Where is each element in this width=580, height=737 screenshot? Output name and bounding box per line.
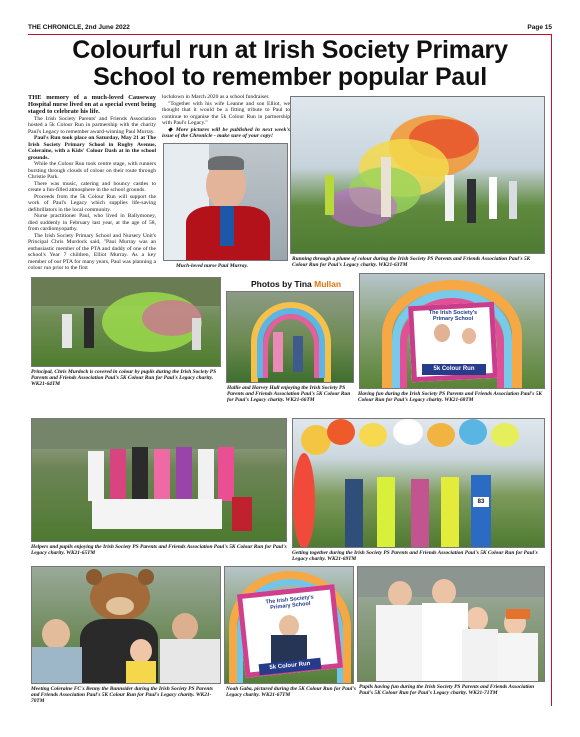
hallie-harvey-photo [226,291,354,383]
helpers-photo [31,418,287,542]
article-note: ◆ More pictures will be published in next week's issue of the Chronicle - make sure of your copy! [162,126,290,139]
headline-line-1: Colourful run at Irish Society Primary [72,36,508,64]
article-paragraph: Paul's Run took place on Saturday, May 21 at The Irish Society Primary School in Rugby Avenue, Coleraine, with a Kids' Colour Dash at in the school grounds. [28,135,156,161]
article-paragraph: There was music, catering and bouncy castles to create a fun-filled atmosphere in the school grounds. [28,180,156,194]
article-paragraph: "Together with his wife Leanne and son Elliot, we thought that it would be a fitting tribute to Paul to continue to organise the 5k Colour Run in partnership with Paul's Legacy." [162,100,290,126]
colour-plume-photo [290,96,545,254]
article-paragraph: Nurse practitioner Paul, who lived in Ballymoney, died suddenly in February last year, at the age of 58, from cardiomyopathy. [28,213,156,233]
hallie-harvey-caption: Hallie and Harvey Hull enjoying the Irish Society PS Parents and Friends Association Paul's 5K Colour Run for Paul's Legacy charity. WK21-66TM [227,385,351,404]
noah-caption: Noah Gaba, pictured during the 5K Colour Run for Paul's Legacy charity. WK21-67TM [226,686,357,699]
together-caption: Getting together during the Irish Society PS Parents and Friends Association Paul's 5K Colour Run for Paul's Legacy charity. WK21-69TM [292,550,538,563]
noah-sign-banner: 5k Colour Run [259,658,322,675]
photo-credit [226,279,366,289]
header-rule [28,34,552,35]
article-paragraph: While the Colour Run took centre stage, with runners bursting through clouds of colour on their route through Christie Park. [28,161,156,181]
article-column-1 [28,94,156,272]
arch-sign-title: The Irish Society's Primary School [428,310,478,322]
pupils-photo [357,566,545,682]
colour-plume-caption: Running through a plume of colour during the Irish Society PS Parents and Friends Association Paul's 5K Colour Run for Paul's Legacy charity. WK21-63TM [292,256,531,269]
noah-sign-title: The Irish Society's Primary School [265,594,315,612]
portrait-caption: Much-loved nurse Paul Murray. [176,263,248,269]
article-paragraph: The Irish Society Parents' and Friends Association hosted a 5k Colour Run in partnership with the charity Paul's Legacy to remember award-winning Paul Murray. [28,115,156,135]
page-header [28,24,552,34]
article-lead: THE memory of a much-loved Causeway Hospital nurse lived on at a special event being staged to celebrate his life. [28,94,156,116]
headline [28,37,552,91]
article-paragraph: The Irish Society Primary School and Nursery Unit's Principal Chris Murdock said, "Paul Murray was an enthusiastic member of the PTA and daddy of one of the school's Year 7 children, Elliot Murray. As a key member of our PTA for many years, Paul was planning a colour run prior to the first [28,232,156,272]
headline-line-2: School to remember popular Paul [93,63,487,91]
helpers-caption: Helpers and pupils enjoying the Irish Society PS Parents and Friends Association Paul's 5K Colour Run for Paul's Legacy charity. WK21-65TM [31,544,287,557]
photo-credit-prefix: Photos by Tina [250,279,315,289]
together-photo [292,418,545,548]
page-number: Page 15 [527,24,552,31]
principal-caption: Principal, Chris Murdock is covered in colour by pupils during the Irish Society PS Parents and Friends Association Paul's 5K Colour Run for Paul's Legacy charity. WK21-64TM [31,369,217,388]
page-border-rule [551,34,552,706]
portrait-photo [163,143,288,261]
bear-mascot-caption: Meeting Coleraine FC's Benny the Bannsider during the Irish Society PS Parents and Friends Association Paul's 5K Colour Run for Paul's Legacy charity. WK21-70TM [31,686,213,705]
article-column-2 [162,94,290,140]
publication-name: THE CHRONICLE, 2nd June 2022 [28,24,130,31]
principal-photo [31,277,221,367]
article-paragraph: Proceeds from the 5k Colour Run will support the work of Paul's Legacy which supplies life-saving defibrillators in the local community. [28,193,156,213]
article-paragraph: lockdown in March 2020 as a school fundraiser. [162,94,270,100]
bear-mascot-photo [31,566,221,684]
arch-photo [359,273,545,389]
runner-bib: 83 [473,497,489,507]
arch-caption: Having fun during the Irish Society PS Parents and Friends Association Paul's 5K Colour Run for Paul's Legacy charity. WK21-68TM [358,391,543,404]
noah-photo [224,566,354,684]
arch-sign-banner: 5k Colour Run [422,364,486,375]
pupils-caption: Pupils having fun during the Irish Society PS Parents and Friends Association Paul's 5K Colour Run for Paul's Legacy charity. WK21-71TM [359,684,535,697]
photographer-name: Mullan [314,279,342,289]
